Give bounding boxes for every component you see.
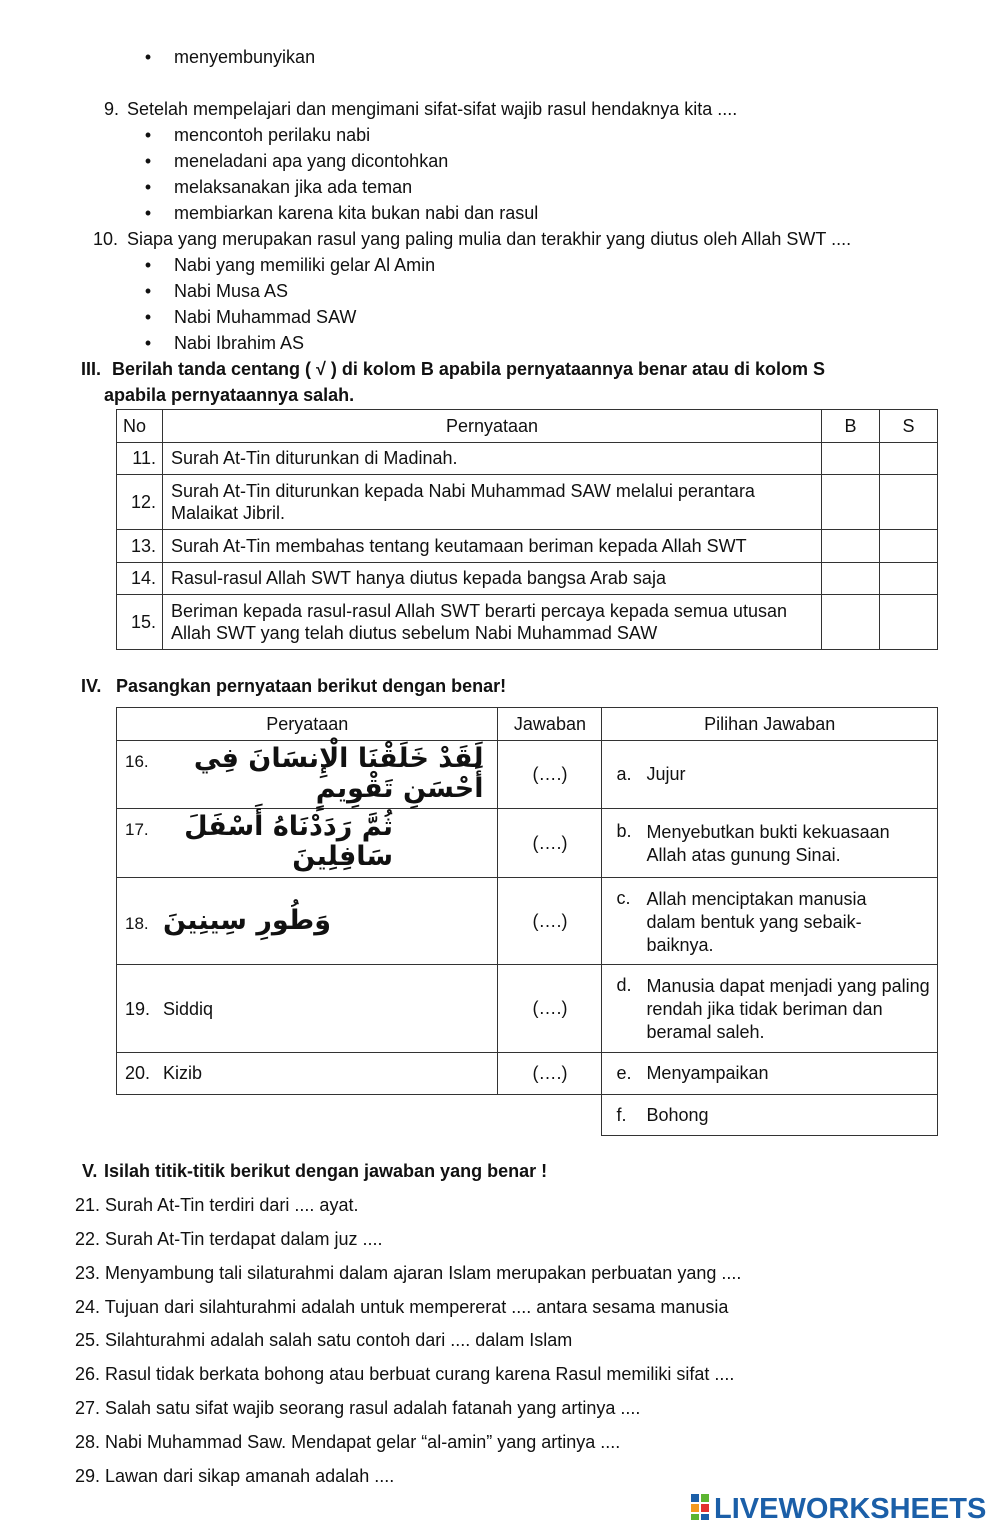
choice-text: Menyampaikan (646, 1063, 769, 1083)
section3-instruction-line1: Berilah tanda centang ( √ ) di kolom B apabila pernyataannya benar atau di kolom S (112, 359, 826, 379)
answer-slot[interactable]: (….) (498, 965, 602, 1053)
fill-in-item: 29. Lawan dari sikap amanah adalah .... (75, 1466, 395, 1486)
table-row (117, 563, 938, 595)
table-row (117, 443, 938, 475)
table-row (117, 809, 938, 878)
row-number: 12. (117, 475, 163, 530)
row-number: 11. (117, 443, 163, 475)
statement-number: 17. (125, 820, 149, 839)
answer-slot[interactable]: (….) (498, 878, 602, 965)
choice-cell (602, 809, 938, 878)
bullet-dot: • (144, 203, 152, 223)
section4-title: Pasangkan pernyataan berikut dengan benar! (116, 676, 507, 696)
choice-letter: f. (616, 1105, 627, 1125)
section3-number: III. (81, 359, 102, 379)
bullet-dot: • (144, 281, 152, 301)
true-answer-cell[interactable] (822, 443, 880, 475)
false-answer-cell[interactable] (880, 595, 938, 650)
header-statement: Peryataan (117, 708, 498, 741)
section4-number: IV. (81, 676, 102, 696)
choice-text: Jujur (646, 764, 686, 784)
choice-cell (602, 741, 938, 809)
false-answer-cell[interactable] (880, 530, 938, 563)
arabic-verse: لَقَدْ خَلَقْنَا الْإِنسَانَ فِي أَحْسَنِ تَقْوِيمٍ (193, 743, 484, 804)
row-number: 14. (117, 563, 163, 595)
q9-text: Setelah mempelajari dan mengimani sifat-sifat wajib rasul hendaknya kita .... (127, 99, 738, 119)
choice-letter: d. (616, 975, 632, 995)
statement-number: 16. (125, 752, 149, 771)
true-false-table (116, 409, 938, 650)
q9-option: meneladani apa yang dicontohkan (174, 151, 449, 171)
table-row (117, 965, 938, 1053)
answer-slot[interactable]: (….) (498, 809, 602, 878)
q9-option: mencontoh perilaku nabi (174, 125, 371, 145)
row-statement: Surah At-Tin diturunkan kepada Nabi Muhammad SAW melalui perantara Malaikat Jibril. (162, 475, 821, 530)
header-answer: Jawaban (498, 708, 602, 741)
table-row (117, 1053, 938, 1095)
q10-option: Nabi Ibrahim AS (174, 333, 305, 353)
table-row (117, 595, 938, 650)
table-header-row (117, 410, 938, 443)
choice-letter: e. (616, 1063, 632, 1083)
section3-instruction-line2: apabila pernyataannya salah. (104, 385, 355, 405)
q10-option: Nabi Musa AS (174, 281, 289, 301)
section5-number: V. (82, 1161, 98, 1181)
q10-option: Nabi yang memiliki gelar Al Amin (174, 255, 436, 275)
table-row (117, 1095, 938, 1136)
header-s: S (880, 410, 938, 443)
q10-option: Nabi Muhammad SAW (174, 307, 357, 327)
true-answer-cell[interactable] (822, 475, 880, 530)
fill-in-item: 25. Silahturahmi adalah salah satu contoh dari .... dalam Islam (75, 1330, 573, 1350)
arabic-verse: وَطُورِ سِينِينَ (163, 905, 331, 936)
choice-letter: b. (616, 821, 632, 841)
fill-in-item: 23. Menyambung tali silaturahmi dalam ajaran Islam merupakan perbuatan yang .... (75, 1263, 742, 1283)
bullet-dot: • (144, 177, 152, 197)
q10-text: Siapa yang merupakan rasul yang paling mulia dan terakhir yang diutus oleh Allah SWT .... (127, 229, 852, 249)
header-statement: Pernyataan (162, 410, 821, 443)
row-statement: Rasul-rasul Allah SWT hanya diutus kepada bangsa Arab saja (162, 563, 821, 595)
table-row (117, 878, 938, 965)
header-b: B (822, 410, 880, 443)
row-statement: Surah At-Tin membahas tentang keutamaan beriman kepada Allah SWT (162, 530, 821, 563)
bullet-dot: • (144, 125, 152, 145)
bullet-dot: • (144, 333, 152, 353)
table-header-row (117, 708, 938, 741)
statement-cell (117, 878, 498, 965)
statement-cell (117, 1053, 498, 1095)
false-answer-cell[interactable] (880, 563, 938, 595)
table-row (117, 741, 938, 809)
statement-cell (117, 741, 498, 809)
choice-cell (602, 1053, 938, 1095)
answer-slot[interactable]: (….) (498, 741, 602, 809)
row-statement: Surah At-Tin diturunkan di Madinah. (162, 443, 821, 475)
row-number: 13. (117, 530, 163, 563)
choice-text: Bohong (646, 1105, 709, 1125)
row-statement: Beriman kepada rasul-rasul Allah SWT berarti percaya kepada semua utusan Allah SWT yang telah diutus sebelum Nabi Muhammad SAW (162, 595, 821, 650)
true-answer-cell[interactable] (822, 595, 880, 650)
table-row (117, 475, 938, 530)
statement-text: Kizib (163, 1063, 203, 1083)
q9-number: 9. (104, 99, 120, 119)
bullet-dot: • (144, 307, 152, 327)
choice-cell (602, 878, 938, 965)
answer-slot[interactable]: (….) (498, 1053, 602, 1095)
q9-option: membiarkan karena kita bukan nabi dan rasul (174, 203, 539, 223)
false-answer-cell[interactable] (880, 443, 938, 475)
fill-in-item: 24. Tujuan dari silahturahmi adalah untuk mempererat .... antara sesama manusia (75, 1297, 729, 1317)
row-number: 15. (117, 595, 163, 650)
choice-letter: c. (616, 888, 631, 908)
statement-number: 19. (125, 999, 151, 1019)
fill-in-item: 28. Nabi Muhammad Saw. Mendapat gelar “al-amin” yang artinya .... (75, 1432, 621, 1452)
bullet-dot: • (144, 255, 152, 275)
choice-cell (602, 1095, 938, 1136)
statement-cell (117, 965, 498, 1053)
matching-table (116, 707, 938, 1136)
arabic-verse: ثُمَّ رَدَدْنَاهُ أَسْفَلَ سَافِلِينَ (184, 811, 393, 872)
fill-in-item: 27. Salah satu sifat wajib seorang rasul adalah fatanah yang artinya .... (75, 1398, 641, 1418)
q8-option-d: menyembunyikan (174, 47, 316, 67)
fill-in-item: 21. Surah At-Tin terdiri dari .... ayat. (75, 1195, 359, 1215)
header-no: No (117, 410, 163, 443)
choice-text: Allah menciptakan manusia dalam bentuk yang sebaik-baiknya. (646, 889, 867, 955)
statement-number: 20. (125, 1063, 151, 1083)
fill-in-item: 22. Surah At-Tin terdapat dalam juz .... (75, 1229, 383, 1249)
header-choices: Pilihan Jawaban (602, 708, 938, 741)
q9-option: melaksanakan jika ada teman (174, 177, 413, 197)
section5-title: Isilah titik-titik berikut dengan jawaban yang benar ! (104, 1161, 548, 1181)
choice-letter: a. (616, 764, 632, 784)
statement-number: 18. (125, 914, 149, 933)
liveworksheets-logo-icon (690, 1488, 990, 1524)
choice-text: Menyebutkan bukti kekuasaan Allah atas gunung Sinai. (646, 822, 890, 865)
bullet-dot: • (144, 47, 152, 67)
q10-number: 10. (93, 229, 119, 249)
liveworksheets-brand: LIVEWORKSHEETS (714, 1493, 987, 1524)
true-answer-cell[interactable] (822, 563, 880, 595)
choice-cell (602, 965, 938, 1053)
true-answer-cell[interactable] (822, 530, 880, 563)
choice-text: Manusia dapat menjadi yang paling rendah jika tidak beriman dan beramal saleh. (646, 976, 930, 1042)
statement-cell (117, 809, 498, 878)
fill-in-item: 26. Rasul tidak berkata bohong atau berbuat curang karena Rasul memiliki sifat .... (75, 1364, 735, 1384)
liveworksheets-watermark (690, 1488, 990, 1524)
false-answer-cell[interactable] (880, 475, 938, 530)
statement-text: Siddiq (163, 999, 214, 1019)
table-row (117, 530, 938, 563)
bullet-dot: • (144, 151, 152, 171)
